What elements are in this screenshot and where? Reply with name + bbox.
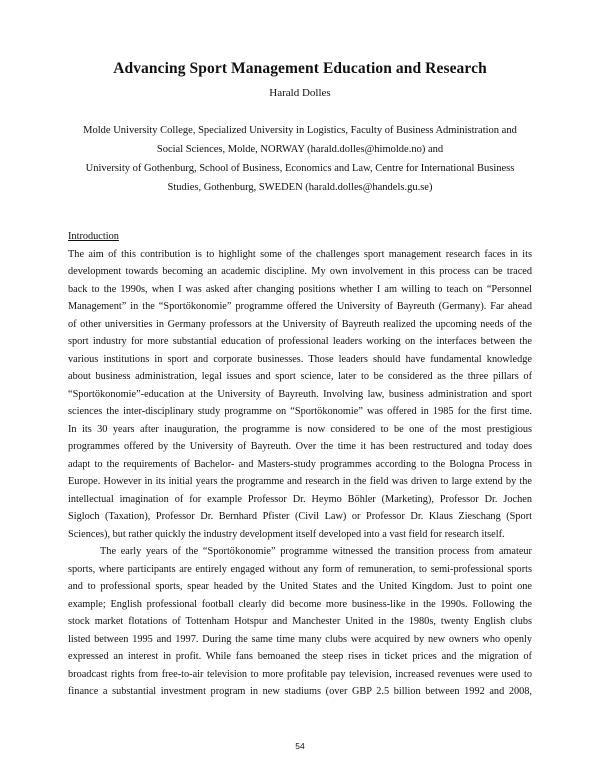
paragraph-1 — [68, 246, 532, 544]
text-line: broadcast rights from free-to-air television to more profitable pay television, increased revenues were used to — [68, 668, 532, 680]
text-line: Management” in the “Sportökonomie” programme offered the University of Bayreuth (Germany). Far ahead — [68, 301, 532, 312]
page-number: 54 — [295, 741, 305, 751]
text-line: development towards becoming an academic discipline. My own involvement in this process can be traced — [68, 266, 532, 277]
text-line: The aim of this contribution is to highlight some of the challenges sport management research faces in its — [68, 248, 532, 260]
text-line: The early years of the “Sportökonomie” programme witnessed the transition process from amateur — [100, 546, 532, 557]
text-line: listed between 1995 and 1997. During the same time many clubs were acquired by new owners who openly — [68, 633, 532, 645]
text-line: programmes offered by the University of Bayreuth. Over the time it has been restructured and today does — [68, 441, 532, 452]
text-line: example; English professional football clearly did become more business-like in the 1990s. Following the — [68, 598, 532, 610]
text-line: about business administration, legal issues and sport science, later to be considered as the three pillars of — [68, 371, 532, 382]
text-line: Sigloch (Taxation), Professor Dr. Bernhard Pfister (Civil Law) or Professor Dr. Klaus Zieschang (Sport — [68, 511, 532, 522]
paper-title: Advancing Sport Management Education and Research — [113, 60, 487, 77]
text-line: In its 30 years after inauguration, the programme is now considered to be one of the most prestigious — [68, 423, 532, 435]
affiliation-line: Molde University College, Specialized University in Logistics, Faculty of Business Administration and — [83, 125, 517, 136]
paragraph-2 — [68, 543, 532, 701]
text-line: finance a substantial investment program in new stadiums (over GBP 2.5 billion between 1992 and 2008, — [68, 686, 532, 697]
text-line: and to professional sports, spear headed by the United States and the United Kingdom. Just to point one — [68, 581, 532, 592]
text-line: Sciences), but rather quickly the industry development itself developed into a vast field for research itself. — [68, 528, 505, 540]
affiliation-line: Studies, Gothenburg, SWEDEN (harald.dolles@handels.gu.se) — [167, 182, 433, 193]
text-line: expressed an interest in profit. While fans bemoaned the steep rises in ticket prices and the migration of — [68, 651, 532, 662]
text-line: of other universities in Germany professors at the University of Bayreuth realized the upcoming needs of the — [68, 318, 532, 330]
section-heading: Introduction — [68, 231, 119, 242]
text-line: intellectual imagination of for example Professor Dr. Heymo Böhler (Marketing), Professor Dr. Jochen — [68, 493, 532, 505]
author-name: Harald Dolles — [269, 87, 331, 99]
text-line: adapt to the requirements of Bachelor- and Masters-study programmes according to the Bologna Process in — [68, 458, 532, 470]
text-line: sciences the inter-disciplinary study programme on “Sportökonomie” was offered in 1985 for the first time. — [68, 406, 532, 417]
affiliations — [80, 121, 520, 197]
affiliation-line: Social Sciences, Molde, NORWAY (harald.dolles@himolde.no) and — [156, 144, 444, 155]
text-line: sports, where participants are entirely engaged without any form of remuneration, to semi-professional sports — [68, 563, 532, 575]
affiliation-line: University of Gothenburg, School of Business, Economics and Law, Centre for International Business — [85, 163, 515, 174]
text-line: stock market flotations of Tottenham Hotspur and Manchester United in the 1980s, twenty English clubs — [68, 616, 532, 627]
text-line: sport industry for more substantial education of professional leaders working on the interfaces between the — [68, 336, 532, 347]
text-line: back to the 1990s, when I was asked after changing positions whether I am willing to teach on “Personnel — [68, 283, 532, 295]
text-line: “Sportökonomie”-education at the University of Bayreuth. Involving law, business administration and sport — [68, 388, 532, 400]
text-line: various institutions in sport and corporate businesses. Those leaders should have fundamental knowledge — [68, 353, 532, 365]
text-line: Europe. However in its initial years the programme and research in the field was driven to large extend by the — [68, 476, 532, 487]
paper-body — [68, 228, 532, 701]
